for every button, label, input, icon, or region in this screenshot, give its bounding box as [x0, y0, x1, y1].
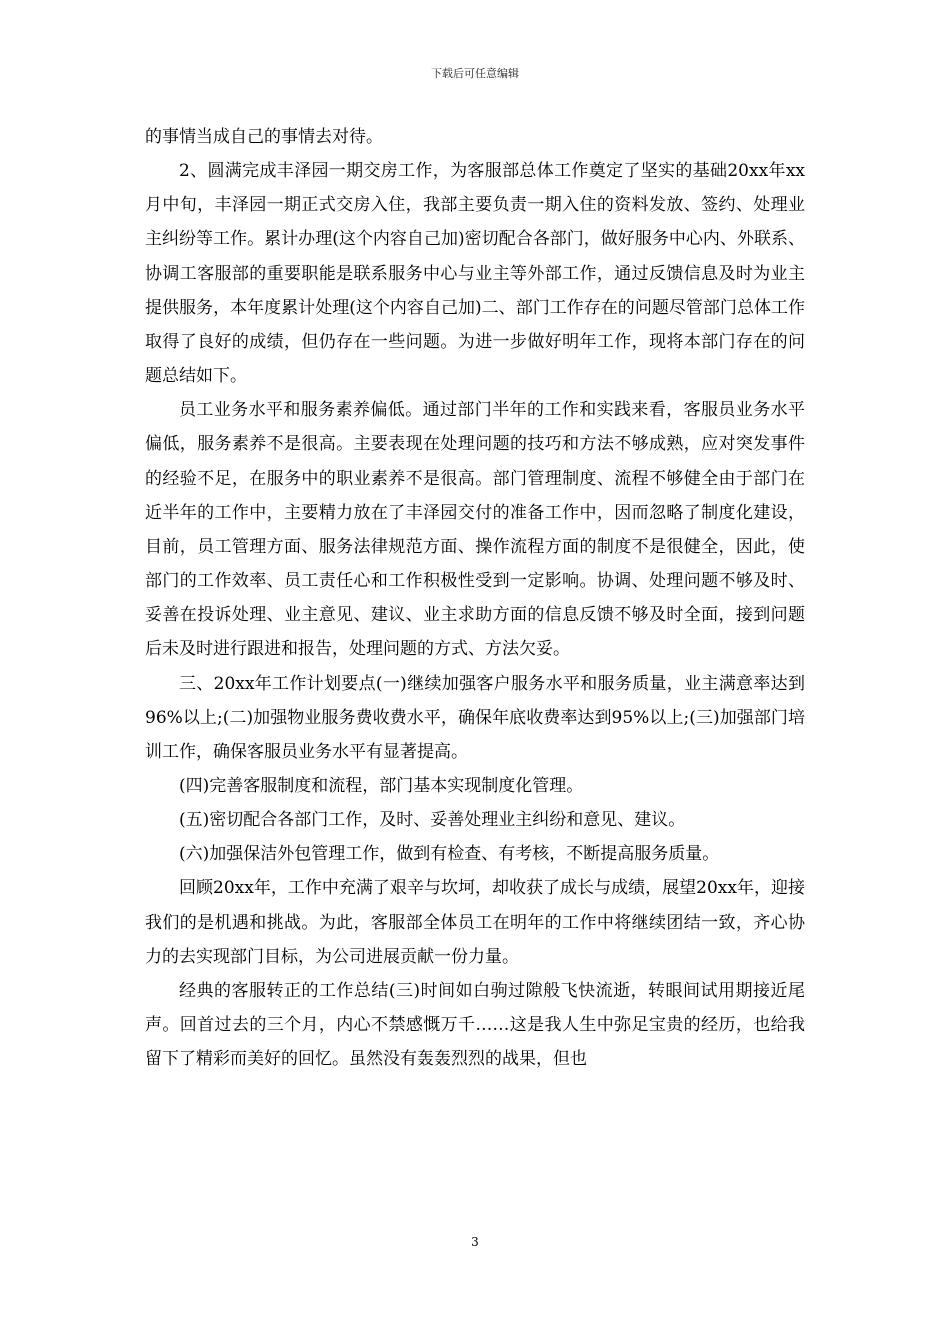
paragraph-continuation: 的事情当成自己的事情去对待。 — [145, 127, 383, 147]
paragraph-plan-item-6: (六)加强保洁外包管理工作，做到有检查、有考核，不断提高服务质量。 — [179, 844, 720, 865]
page-number: 3 — [471, 1235, 479, 1249]
paragraph-review: 回顾20xx年，工作中充满了艰辛与坎坷，却收获了成长与成绩，展望20xx年，迎接我们的是机遇和挑战。为此，客服部全体员工在明年的工作中将继续团结一致，齐心协力的去实现部门目标，为公司进展贡献一份力量。 — [145, 878, 805, 967]
paragraph-work-plan: 三、20xx年工作计划要点(一)继续加强客户服务水平和服务质量，业主满意率达到96%以上;(二)加强物业服务费收费水平，确保年底收费率达到95%以上;(三)加强部门培训工作，确保客服员业务水平有显著提高。 — [145, 673, 805, 762]
paragraph-plan-item-5: (五)密切配合各部门工作，及时、妥善处理业主纠纷和意见、建议。 — [179, 810, 686, 831]
document-body — [145, 120, 805, 1076]
paragraph-summary-three: 经典的客服转正的工作总结(三)时间如白驹过隙般飞快流逝，转眼间试用期接近尾声。回首过去的三个月，内心不禁感慨万千……这是我人生中弥足宝贵的经历，也给我留下了精彩而美好的回忆。虽然没有轰轰烈烈的战果，但也 — [145, 980, 805, 1070]
page-header: 下载后可任意编辑 — [431, 67, 519, 80]
paragraph-staff-issues: 员工业务水平和服务素养偏低。通过部门半年的工作和实践来看，客服员业务水平偏低，服务素养不是很高。主要表现在处理问题的技巧和方法不够成熟，应对突发事件的经验不足，在服务中的职业素养不是很高。部门管理制度、流程不够健全由于部门在近半年的工作中，主要精力放在了丰泽园交付的准备工作中，因而忽略了制度化建设，目前，员工管理方面、服务法律规范方面、操作流程方面的制度不是很健全，因此，使部门的工作效率、员工责任心和工作积极性受到一定影响。协调、处理问题不够及时、妥善在投诉处理、业主意见、建议、业主求助方面的信息反馈不够及时全面，接到问题后未及时进行跟进和报告，处理问题的方式、方法欠妥。 — [145, 400, 805, 660]
paragraph-plan-item-4: (四)完善客服制度和流程，部门基本实现制度化管理。 — [179, 775, 584, 796]
paragraph-handover-work: 2、圆满完成丰泽园一期交房工作，为客服部总体工作奠定了坚实的基础20xx年xx月中旬，丰泽园一期正式交房入住，我部主要负责一期入住的资料发放、签约、处理业主纠纷等工作。累计办理(这个内容自己加)密切配合各部门，做好服务中心内、外联系、协调工客服部的重要职能是联系服务中心与业主等外部工作，通过反馈信息及时为业主提供服务，本年度累计处理(这个内容自己加)二、部门工作存在的问题尽管部门总体工作取得了良好的成绩，但仍存在一些问题。为进一步做好明年工作，现将本部门存在的问题总结如下。 — [145, 161, 805, 387]
